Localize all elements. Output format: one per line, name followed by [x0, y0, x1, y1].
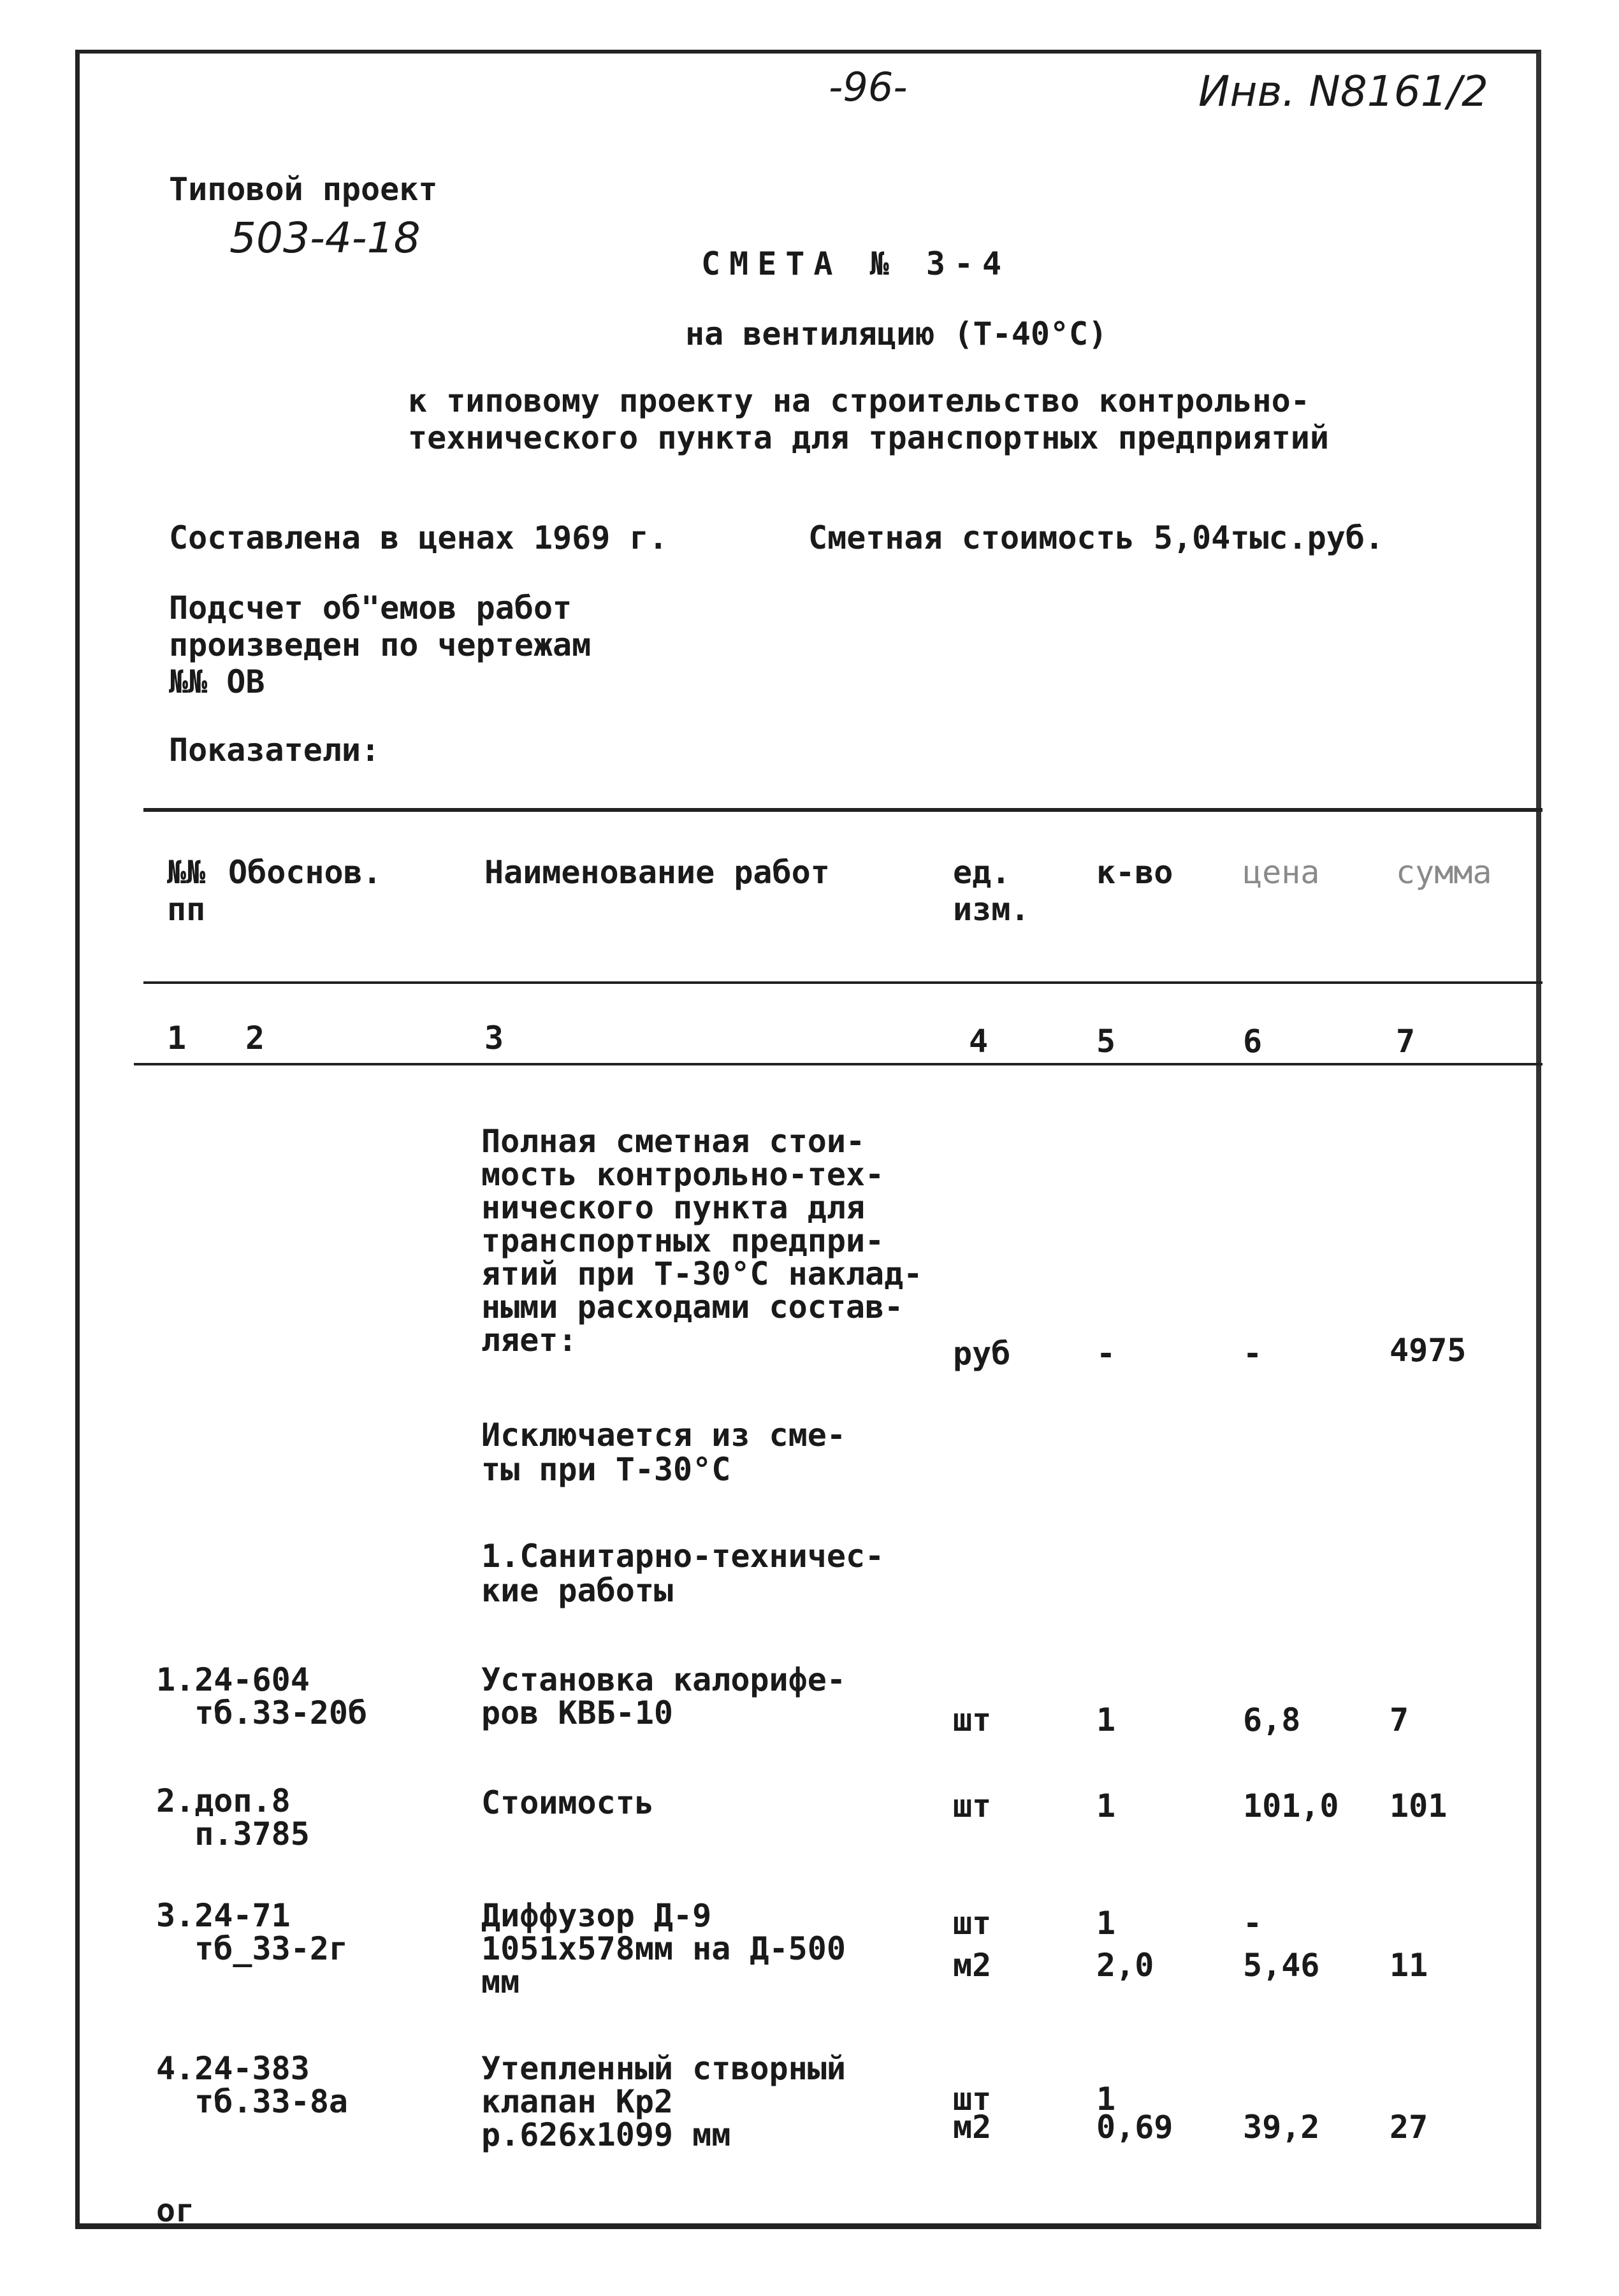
row-basis: 1.24-604 тб.33-20б — [156, 1661, 368, 1731]
row-price: - — [1243, 1335, 1263, 1372]
volumes-line-1: Подсчет об"емов работ — [169, 589, 572, 626]
header-sum: сумма — [1396, 854, 1492, 891]
row-name: Утепленный створный клапан Кр2 р.626х1099 мм — [481, 2050, 846, 2153]
column-number: 2 — [245, 1020, 265, 1057]
column-number: 7 — [1396, 1023, 1416, 1060]
row-name: Диффузор Д-9 1051х578мм на Д-500 мм — [481, 1897, 846, 2000]
header-basis: Обоснов. — [228, 854, 382, 891]
row-price: 6,8 — [1243, 1701, 1301, 1738]
volumes-line-3: №№ ОВ — [169, 663, 265, 700]
row-sum: 101 — [1390, 1787, 1448, 1824]
row-basis: 3.24-71 тб_33-2г — [156, 1897, 349, 1967]
row-qty: 1 0,69 — [1096, 2081, 1173, 2146]
row-name: Стоимость — [481, 1784, 654, 1821]
row-unit: шт — [953, 1787, 992, 1824]
table-top-rule — [143, 808, 1543, 812]
estimated-cost: Сметная стоимость 5,04тыс.руб. — [808, 519, 1384, 556]
project-label: Типовой проект — [169, 171, 438, 208]
continuation-fragment: ог — [156, 2192, 195, 2229]
estimate-title: СМЕТА № 3-4 — [701, 245, 1011, 282]
column-number: 5 — [1096, 1023, 1116, 1060]
column-number: 3 — [484, 1020, 504, 1057]
title-line-2: технического пункта для транспортных предприятий — [408, 419, 1329, 456]
row-unit: шт м2 — [953, 1905, 992, 1984]
column-number-rule — [134, 1063, 1543, 1065]
indicators-label: Показатели: — [169, 732, 381, 769]
row-basis: 2.доп.8 п.3785 — [156, 1782, 310, 1852]
row-name: Установка калорифе- ров КВБ-10 — [481, 1661, 846, 1731]
row-qty: 1 2,0 — [1096, 1905, 1154, 1984]
column-number: 6 — [1243, 1023, 1263, 1060]
row-name: Исключается из сме- ты при Т-30°С — [481, 1417, 846, 1488]
row-qty: - — [1096, 1335, 1116, 1372]
row-sum: 11 — [1390, 1947, 1428, 1984]
header-price: цена — [1243, 854, 1320, 891]
header-unit: ед. изм. — [953, 854, 1030, 928]
row-price: - 5,46 — [1243, 1905, 1320, 1984]
project-code: 503-4-18 — [229, 213, 421, 263]
column-number: 1 — [167, 1020, 187, 1057]
row-basis: 4.24-383 тб.33-8а — [156, 2050, 349, 2120]
prices-note: Составлена в ценах 1969 г. — [169, 519, 668, 556]
section-heading: 1.Санитарно-техничес- кие работы — [481, 1538, 885, 1609]
header-name: Наименование работ — [484, 854, 830, 891]
row-price: 39,2 — [1243, 2109, 1320, 2146]
estimate-subject: на вентиляцию (Т-40°С) — [685, 315, 1108, 352]
row-unit: руб — [953, 1335, 1011, 1372]
row-sum: 27 — [1390, 2109, 1428, 2146]
page-number: -96- — [829, 64, 908, 110]
row-name: Полная сметная стои- мость контрольно-тех- нического пункта для транспортных предпри- ятий при Т-30°С наклад- ными расходами состав- ляет: — [481, 1123, 923, 1359]
row-qty: 1 — [1096, 1787, 1116, 1824]
header-qty: к-во — [1096, 854, 1173, 891]
row-price: 101,0 — [1243, 1787, 1339, 1824]
row-qty: 1 — [1096, 1701, 1116, 1738]
row-unit: шт — [953, 1701, 992, 1738]
volumes-line-2: произведен по чертежам — [169, 626, 592, 663]
row-unit: шт м2 — [953, 2081, 992, 2146]
row-sum: 7 — [1390, 1701, 1409, 1738]
column-number: 4 — [969, 1023, 989, 1060]
header-bottom-rule — [143, 981, 1543, 984]
title-line-1: к типовому проекту на строительство контрольно- — [408, 382, 1310, 419]
header-num: №№ пп — [167, 854, 206, 928]
inventory-number: Инв. N8161/2 — [1198, 67, 1488, 116]
row-sum: 4975 — [1390, 1332, 1467, 1369]
